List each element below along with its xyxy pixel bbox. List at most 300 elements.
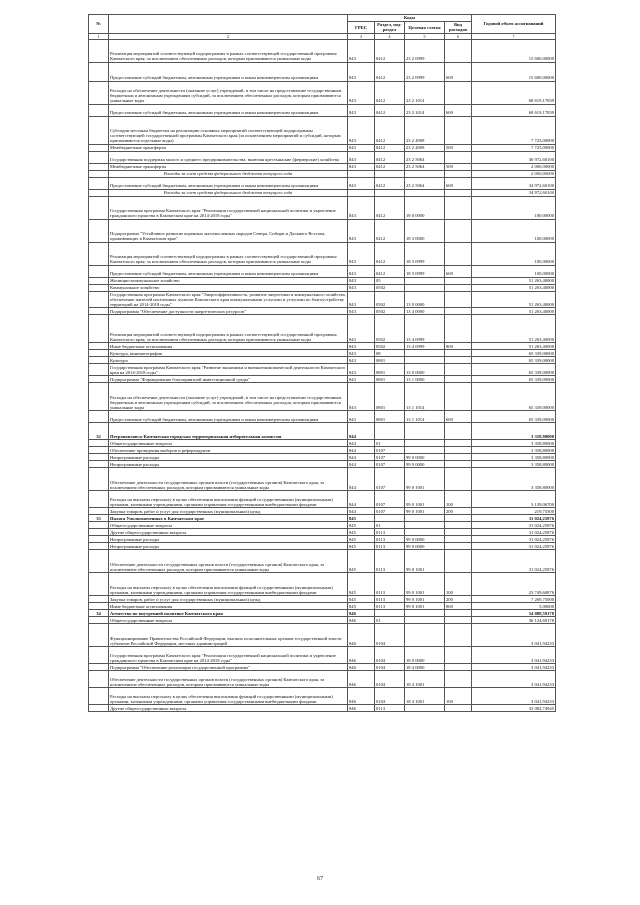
row-number bbox=[89, 265, 109, 277]
column-number: 3 bbox=[348, 33, 375, 39]
row-grbs: 844 bbox=[348, 508, 375, 515]
table-row bbox=[89, 671, 556, 688]
table-row bbox=[89, 177, 556, 189]
row-number bbox=[89, 116, 109, 144]
row-razdel: 0107 bbox=[375, 468, 405, 491]
row-razdel: 0502 bbox=[375, 315, 405, 343]
row-number bbox=[89, 647, 109, 664]
row-expense-type bbox=[445, 624, 472, 647]
table-row bbox=[89, 423, 556, 440]
row-name: Предоставление субсидий бюджетным, автономным учреждениям и иным некоммерческим организациям bbox=[109, 265, 348, 277]
row-expense-type bbox=[445, 468, 472, 491]
row-target-article bbox=[405, 284, 445, 291]
row-expense-type bbox=[445, 315, 472, 343]
row-name: Общегосударственные вопросы bbox=[109, 440, 348, 447]
row-number: 32 bbox=[89, 423, 109, 440]
row-grbs: 843 bbox=[348, 364, 375, 376]
row-razdel bbox=[375, 515, 405, 522]
row-target-article: 18 3 0999 bbox=[405, 265, 445, 277]
table-row bbox=[89, 664, 556, 671]
row-grbs: 845 bbox=[348, 603, 375, 610]
row-grbs: 844 bbox=[348, 454, 375, 461]
row-target-article: 99 0 0000 bbox=[405, 543, 445, 550]
row-expense-type bbox=[445, 364, 472, 376]
row-amount: 7 269,75000 bbox=[472, 596, 556, 603]
row-grbs: 845 bbox=[348, 536, 375, 543]
row-expense-type: 100 bbox=[445, 573, 472, 596]
row-razdel: 05 bbox=[375, 277, 405, 284]
table-row bbox=[89, 242, 556, 265]
row-amount: 68 619,17839 bbox=[472, 81, 556, 104]
row-name: Обеспечение проведения выборов и референдумов bbox=[109, 447, 348, 454]
column-number: 1 bbox=[89, 33, 109, 39]
row-grbs: 843 bbox=[348, 151, 375, 163]
row-target-article bbox=[405, 350, 445, 357]
row-number bbox=[89, 104, 109, 116]
row-amount: 3 041,94233 bbox=[472, 664, 556, 671]
row-grbs: 846 bbox=[348, 671, 375, 688]
row-expense-type bbox=[445, 383, 472, 411]
row-razdel: 0104 bbox=[375, 647, 405, 664]
row-target-article: 23 2 5064 bbox=[405, 163, 445, 170]
row-number: 33 bbox=[89, 515, 109, 522]
row-expense-type bbox=[445, 671, 472, 688]
row-number bbox=[89, 508, 109, 515]
table-row bbox=[89, 573, 556, 596]
column-number: 4 bbox=[375, 33, 405, 39]
row-grbs: 843 bbox=[348, 284, 375, 291]
row-expense-type bbox=[445, 461, 472, 468]
table-row bbox=[89, 515, 556, 522]
row-name: Агентство по внутренней политике Камчатского края bbox=[109, 610, 348, 617]
row-number bbox=[89, 291, 109, 308]
row-amount: 31 024,25876 bbox=[472, 536, 556, 543]
row-expense-type: 600 bbox=[445, 62, 472, 81]
row-number bbox=[89, 543, 109, 550]
row-amount: 2 000,00000 bbox=[472, 170, 556, 177]
table-row bbox=[89, 116, 556, 144]
row-number bbox=[89, 688, 109, 705]
row-name: Непрограммные расходы bbox=[109, 536, 348, 543]
row-amount: 3 041,94233 bbox=[472, 671, 556, 688]
row-target-article: 13 1 1014 bbox=[405, 383, 445, 411]
row-expense-type bbox=[445, 440, 472, 447]
row-target-article bbox=[405, 447, 445, 454]
row-razdel: 0412 bbox=[375, 265, 405, 277]
row-razdel: 0801 bbox=[375, 383, 405, 411]
row-name: Обеспечение деятельности государственных органов власти (государственных органов) Камчатского края, за исключением обеспеченных расходов, которым присваиваются уникальные коды bbox=[109, 550, 348, 573]
row-target-article bbox=[405, 189, 445, 196]
row-number bbox=[89, 617, 109, 624]
row-razdel: 0113 bbox=[375, 573, 405, 596]
row-expense-type bbox=[445, 515, 472, 522]
page-number: 67 bbox=[317, 876, 323, 882]
row-grbs: 844 bbox=[348, 423, 375, 440]
row-expense-type bbox=[445, 291, 472, 308]
header-annual-volume: Годовой объем ассигнований bbox=[472, 15, 556, 34]
row-grbs bbox=[348, 189, 375, 196]
table-row bbox=[89, 350, 556, 357]
row-amount: 51 263,40000 bbox=[472, 277, 556, 284]
row-name: Подпрограмма "Формирование благоприятной инвестиционной среды" bbox=[109, 376, 348, 383]
table-row bbox=[89, 265, 556, 277]
row-target-article: 23 2 5064 bbox=[405, 151, 445, 163]
table-row bbox=[89, 491, 556, 508]
row-razdel bbox=[375, 189, 405, 196]
row-target-article: 99 0 1001 bbox=[405, 573, 445, 596]
row-target-article: 99 0 0000 bbox=[405, 454, 445, 461]
row-target-article: 13 1 1014 bbox=[405, 411, 445, 423]
row-number bbox=[89, 603, 109, 610]
table-row bbox=[89, 277, 556, 284]
table-row bbox=[89, 291, 556, 308]
row-name: Непрограммные расходы bbox=[109, 454, 348, 461]
row-grbs: 843 bbox=[348, 144, 375, 151]
row-razdel: 0502 bbox=[375, 291, 405, 308]
row-target-article: 99 0 1001 bbox=[405, 468, 445, 491]
row-grbs: 843 bbox=[348, 196, 375, 219]
row-grbs: 843 bbox=[348, 81, 375, 104]
row-number bbox=[89, 364, 109, 376]
row-name: Общегосударственные вопросы bbox=[109, 522, 348, 529]
row-name: Закупка товаров, работ и услуг для государственных (муниципальных) нужд bbox=[109, 596, 348, 603]
row-amount: 15 600,00000 bbox=[472, 39, 556, 62]
row-razdel: 0412 bbox=[375, 116, 405, 144]
row-grbs: 843 bbox=[348, 177, 375, 189]
row-grbs: 846 bbox=[348, 705, 375, 712]
row-expense-type bbox=[445, 39, 472, 62]
table-row bbox=[89, 468, 556, 491]
row-target-article: 23 2 5064 bbox=[405, 177, 445, 189]
row-number bbox=[89, 440, 109, 447]
row-grbs: 843 bbox=[348, 242, 375, 265]
row-amount: 31 024,25876 bbox=[472, 515, 556, 522]
row-number bbox=[89, 596, 109, 603]
row-number bbox=[89, 177, 109, 189]
budget-table-page bbox=[88, 14, 555, 712]
row-name: Закупка товаров, работ и услуг для государственных (муниципальных) нужд bbox=[109, 508, 348, 515]
row-grbs: 843 bbox=[348, 265, 375, 277]
row-number bbox=[89, 491, 109, 508]
table-row bbox=[89, 603, 556, 610]
table-row bbox=[89, 81, 556, 104]
table-row bbox=[89, 357, 556, 364]
row-razdel: 0502 bbox=[375, 308, 405, 315]
row-expense-type: 800 bbox=[445, 343, 472, 350]
row-razdel: 01 bbox=[375, 440, 405, 447]
row-grbs: 844 bbox=[348, 440, 375, 447]
row-target-article: 13 4 0000 bbox=[405, 308, 445, 315]
row-razdel: 0113 bbox=[375, 550, 405, 573]
table-row bbox=[89, 170, 556, 177]
row-number bbox=[89, 357, 109, 364]
row-amount: 3 358,80000 bbox=[472, 468, 556, 491]
table-row bbox=[89, 308, 556, 315]
table-row bbox=[89, 284, 556, 291]
row-target-article: 13 4 0999 bbox=[405, 343, 445, 350]
row-number bbox=[89, 242, 109, 265]
table-header-row bbox=[89, 15, 556, 22]
row-target-article: 18 0 0000 bbox=[405, 647, 445, 664]
row-number bbox=[89, 447, 109, 454]
row-grbs: 846 bbox=[348, 688, 375, 705]
row-name: Жилищно-коммунальное хозяйство bbox=[109, 277, 348, 284]
table-row bbox=[89, 440, 556, 447]
row-expense-type bbox=[445, 617, 472, 624]
table-row bbox=[89, 624, 556, 647]
row-amount: 5,00000 bbox=[472, 603, 556, 610]
row-target-article bbox=[405, 277, 445, 284]
row-number bbox=[89, 454, 109, 461]
row-razdel: 0412 bbox=[375, 242, 405, 265]
row-amount: 2 000,00000 bbox=[472, 163, 556, 170]
table-row bbox=[89, 364, 556, 376]
row-expense-type: 600 bbox=[445, 265, 472, 277]
row-razdel: 0412 bbox=[375, 144, 405, 151]
header-target-article: Целевая статья bbox=[405, 22, 445, 34]
table-row bbox=[89, 144, 556, 151]
row-expense-type bbox=[445, 647, 472, 664]
row-expense-type bbox=[445, 284, 472, 291]
row-amount: 7 725,00000 bbox=[472, 116, 556, 144]
row-amount: 51 263,40000 bbox=[472, 291, 556, 308]
row-name: Государственная программа Камчатского края "Развитие экономики и внешнеэкономической деятельности Камчатского края на 2014-2018 годы" bbox=[109, 364, 348, 376]
row-amount: 3 139,06700 bbox=[472, 491, 556, 508]
row-number bbox=[89, 411, 109, 423]
table-row bbox=[89, 196, 556, 219]
row-amount: 100,00000 bbox=[472, 219, 556, 242]
row-target-article: 13 4 0999 bbox=[405, 315, 445, 343]
row-amount: 7 725,00000 bbox=[472, 144, 556, 151]
row-number bbox=[89, 383, 109, 411]
row-name: Реализация мероприятий соответствующей подпрограммы в рамках соответствующей государственной программы Камчатского края, за исключением обеспеченных расходов, которым присваиваются уникальные коды bbox=[109, 39, 348, 62]
table-row bbox=[89, 543, 556, 550]
row-target-article: 99 0 0000 bbox=[405, 536, 445, 543]
row-razdel: 08 bbox=[375, 350, 405, 357]
row-amount: 65 339,00000 bbox=[472, 411, 556, 423]
row-grbs: 845 bbox=[348, 543, 375, 550]
row-amount: 51 263,40000 bbox=[472, 308, 556, 315]
row-expense-type bbox=[445, 308, 472, 315]
row-amount: 51 263,40000 bbox=[472, 284, 556, 291]
row-amount: 65 339,00000 bbox=[472, 350, 556, 357]
row-expense-type bbox=[445, 242, 472, 265]
row-grbs bbox=[348, 170, 375, 177]
table-row bbox=[89, 151, 556, 163]
row-number bbox=[89, 671, 109, 688]
row-number bbox=[89, 81, 109, 104]
row-target-article bbox=[405, 423, 445, 440]
row-amount: 23 749,60876 bbox=[472, 573, 556, 596]
row-amount: 51 263,40000 bbox=[472, 315, 556, 343]
table-row bbox=[89, 508, 556, 515]
row-number bbox=[89, 376, 109, 383]
row-number bbox=[89, 308, 109, 315]
row-expense-type: 600 bbox=[445, 177, 472, 189]
row-target-article bbox=[405, 624, 445, 647]
row-grbs: 845 bbox=[348, 522, 375, 529]
row-number bbox=[89, 536, 109, 543]
row-grbs: 843 bbox=[348, 383, 375, 411]
header-codes: Коды bbox=[348, 15, 472, 22]
table-row bbox=[89, 315, 556, 343]
row-expense-type bbox=[445, 522, 472, 529]
row-target-article bbox=[405, 515, 445, 522]
row-target-article: 23 2 4008 bbox=[405, 116, 445, 144]
row-razdel: 0113 bbox=[375, 705, 405, 712]
row-grbs: 843 bbox=[348, 219, 375, 242]
budget-table bbox=[88, 14, 556, 712]
row-amount: 51 263,40000 bbox=[472, 343, 556, 350]
row-target-article: 18 3 0999 bbox=[405, 242, 445, 265]
row-number bbox=[89, 219, 109, 242]
row-amount: 65 339,00000 bbox=[472, 383, 556, 411]
row-expense-type: 200 bbox=[445, 508, 472, 515]
row-number bbox=[89, 39, 109, 62]
row-number bbox=[89, 62, 109, 81]
column-number: 6 bbox=[445, 33, 472, 39]
row-razdel: 0412 bbox=[375, 81, 405, 104]
table-row bbox=[89, 219, 556, 242]
row-razdel: 0107 bbox=[375, 461, 405, 468]
row-target-article bbox=[405, 705, 445, 712]
row-target-article: 23 2 1014 bbox=[405, 81, 445, 104]
row-name: Палата Уполномоченных в Камчатском крае bbox=[109, 515, 348, 522]
row-razdel: 0502 bbox=[375, 284, 405, 291]
row-grbs: 843 bbox=[348, 163, 375, 170]
row-number bbox=[89, 624, 109, 647]
row-target-article bbox=[405, 357, 445, 364]
row-target-article: 99 0 1001 bbox=[405, 508, 445, 515]
row-target-article: 18 4 1001 bbox=[405, 688, 445, 705]
row-razdel bbox=[375, 610, 405, 617]
header-grbs: ГРБС bbox=[348, 22, 375, 34]
row-expense-type: 600 bbox=[445, 104, 472, 116]
row-grbs: 846 bbox=[348, 610, 375, 617]
row-number bbox=[89, 144, 109, 151]
row-amount: 219,73300 bbox=[472, 508, 556, 515]
row-target-article: 18 0 0000 bbox=[405, 196, 445, 219]
table-row bbox=[89, 411, 556, 423]
row-razdel: 0104 bbox=[375, 688, 405, 705]
row-target-article bbox=[405, 529, 445, 536]
row-name: Другие общегосударственные вопросы bbox=[109, 705, 348, 712]
table-row bbox=[89, 104, 556, 116]
row-grbs: 844 bbox=[348, 491, 375, 508]
table-row bbox=[89, 163, 556, 170]
row-expense-type: 200 bbox=[445, 596, 472, 603]
row-amount: 54 088,59178 bbox=[472, 610, 556, 617]
column-number: 7 bbox=[472, 33, 556, 39]
row-amount: 100,00000 bbox=[472, 242, 556, 265]
table-row bbox=[89, 189, 556, 196]
row-target-article: 13 0 0000 bbox=[405, 291, 445, 308]
row-grbs: 844 bbox=[348, 468, 375, 491]
row-razdel: 0801 bbox=[375, 411, 405, 423]
row-expense-type bbox=[445, 196, 472, 219]
row-target-article bbox=[405, 522, 445, 529]
row-name: Иные бюджетные ассигнования bbox=[109, 603, 348, 610]
row-target-article: 13 0 0000 bbox=[405, 364, 445, 376]
row-grbs: 843 bbox=[348, 376, 375, 383]
row-expense-type bbox=[445, 116, 472, 144]
row-number bbox=[89, 151, 109, 163]
row-grbs: 843 bbox=[348, 291, 375, 308]
row-number bbox=[89, 343, 109, 350]
row-target-article: 99 0 1001 bbox=[405, 550, 445, 573]
row-grbs: 845 bbox=[348, 573, 375, 596]
row-number bbox=[89, 189, 109, 196]
row-amount: 31 024,25876 bbox=[472, 543, 556, 550]
row-razdel: 0104 bbox=[375, 671, 405, 688]
row-amount: 100,00000 bbox=[472, 265, 556, 277]
row-razdel: 01 bbox=[375, 522, 405, 529]
row-expense-type: 500 bbox=[445, 144, 472, 151]
row-target-article: 99 0 1001 bbox=[405, 603, 445, 610]
row-grbs: 843 bbox=[348, 116, 375, 144]
row-grbs: 845 bbox=[348, 529, 375, 536]
row-name: Государственная программа Камчатского края "Реализация государственной национальной политики и укрепление гражданского единства в Камчатском крае на 2014-2018 годы" bbox=[109, 647, 348, 664]
row-amount: 3 358,80000 bbox=[472, 440, 556, 447]
row-target-article bbox=[405, 170, 445, 177]
row-name: Петропавловск-Камчатская городская территориальная избирательная комиссия bbox=[109, 423, 348, 440]
row-name: Реализация мероприятий соответствующей подпрограммы в рамках соответствующей государственной программы Камчатского края, за исключением обеспеченных расходов, которым присваиваются уникальные коды bbox=[109, 242, 348, 265]
row-grbs: 844 bbox=[348, 447, 375, 454]
row-razdel: 0113 bbox=[375, 543, 405, 550]
table-row bbox=[89, 529, 556, 536]
row-amount: 15 600,00000 bbox=[472, 62, 556, 81]
row-grbs: 844 bbox=[348, 461, 375, 468]
row-expense-type bbox=[445, 543, 472, 550]
row-target-article: 18 4 0000 bbox=[405, 664, 445, 671]
table-row bbox=[89, 647, 556, 664]
row-razdel: 0412 bbox=[375, 177, 405, 189]
row-razdel: 0801 bbox=[375, 364, 405, 376]
row-name: Государственная поддержка малого и среднего предпринимательства, включая крестьянские (фермерские) хозяйства bbox=[109, 151, 348, 163]
row-razdel bbox=[375, 170, 405, 177]
row-target-article: 18 3 0000 bbox=[405, 219, 445, 242]
table-row bbox=[89, 62, 556, 81]
row-razdel: 0104 bbox=[375, 664, 405, 671]
row-razdel: 0113 bbox=[375, 596, 405, 603]
row-number bbox=[89, 705, 109, 712]
row-razdel: 0801 bbox=[375, 376, 405, 383]
row-name: Коммунальное хозяйство bbox=[109, 284, 348, 291]
row-number bbox=[89, 461, 109, 468]
row-name: Культура bbox=[109, 357, 348, 364]
row-name: Расходы на обеспечение деятельности (оказание услуг) учреждений, в том числе на предоставление государственным бюджетным и автономным учреждениям субсидий, за исключением обеспеченных расходов, которым присваиваются уникальные коды bbox=[109, 383, 348, 411]
row-target-article: 23 2 0999 bbox=[405, 62, 445, 81]
row-expense-type bbox=[445, 219, 472, 242]
row-amount: 3 358,80000 bbox=[472, 447, 556, 454]
row-target-article: 99 0 1001 bbox=[405, 491, 445, 508]
row-amount: 65 339,00000 bbox=[472, 357, 556, 364]
row-razdel: 0412 bbox=[375, 39, 405, 62]
row-name: Расходы на обеспечение деятельности (оказание услуг) учреждений, в том числе на предоставление государственным бюджетным и автономным учреждениям субсидий, за исключением обеспеченных расходов, которым присваиваются уникальные коды bbox=[109, 81, 348, 104]
row-name: Общегосударственные вопросы bbox=[109, 617, 348, 624]
row-amount: 31 024,25876 bbox=[472, 522, 556, 529]
table-row bbox=[89, 343, 556, 350]
row-expense-type bbox=[445, 277, 472, 284]
row-number bbox=[89, 196, 109, 219]
table-row bbox=[89, 536, 556, 543]
row-amount: 33 082,74945 bbox=[472, 705, 556, 712]
row-razdel: 0502 bbox=[375, 343, 405, 350]
row-grbs: 843 bbox=[348, 350, 375, 357]
row-razdel: 0113 bbox=[375, 529, 405, 536]
row-razdel bbox=[375, 423, 405, 440]
row-amount: 65 339,00000 bbox=[472, 364, 556, 376]
